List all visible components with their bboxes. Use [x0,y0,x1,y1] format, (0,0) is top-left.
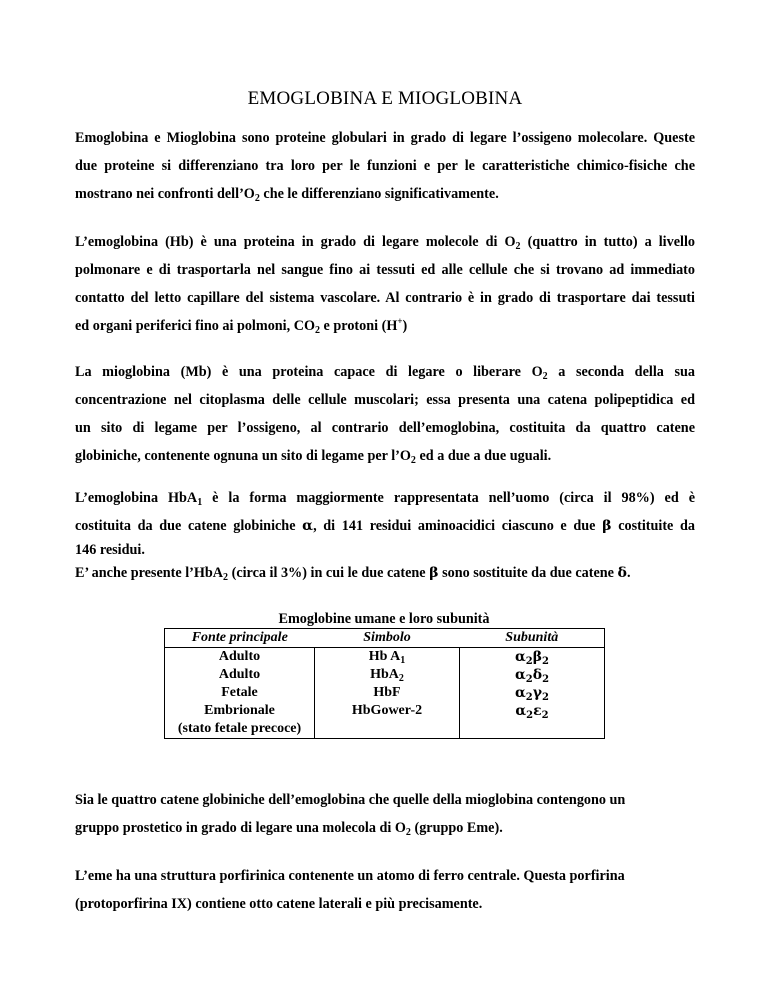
paragraph-intro [75,124,695,208]
table-row [165,702,605,739]
paragraph-hemoglobin [75,228,695,340]
cell-source: Fetale [221,685,258,700]
text-line: globiniche, contenente ognuna un sito di legame per $l’O_2$ ed a due a due uguali. [75,448,552,466]
cell-source: Adulto [218,649,261,664]
text-line: polmonare e di trasportarla nel sangue fino ai tessuti ed alle cellule che si trovano ad immediato [75,262,695,278]
paragraph-myoglobin [75,358,695,470]
table-row [165,684,605,702]
cell-symbol: HbGower-2 [315,702,460,739]
header-symbol: Simbolo [315,629,460,648]
text-line: 146 residui. [75,542,145,558]
text-line: La mioglobina (Mb) è una proteina capace di legare o liberare $O_2$ a seconda della sua [75,364,695,382]
table-row [165,666,605,684]
paragraph-heme-group [75,786,695,842]
text-line: un sito di legame per l’ossigeno, al contrario dell’emoglobina, costituita da quattro catene [75,420,695,436]
paragraph-porphyrin [75,862,695,918]
cell-symbol: HbF [315,684,460,702]
header-source: Fonte principale [165,629,315,648]
text-line: ed organi periferici fino ai polmoni, $CO_2$ e protoni (H+) [75,316,408,336]
table-caption: Emoglobine umane e loro subunità [278,611,490,627]
text-line: gruppo prostetico in grado di legare una molecola di $O_2$ (gruppo Eme). [75,820,503,838]
text-line: Sia le quattro catene globiniche dell’emoglobina che quelle della mioglobina contengono un [75,792,626,808]
text-line: concentrazione nel citoplasma delle cellule muscolari; essa presenta una catena polipeptidica ed [75,392,695,408]
table-row [165,648,605,667]
cell-source: Adulto [218,667,261,682]
text-line: E’ anche presente l’HbA$_2$ (circa il 3%) in cui le due catene β sono sostituite da due catene δ. [75,565,631,583]
cell-subunits: $\alpha_2\beta_2$ [514,649,549,667]
cell-subunits: $\alpha_2\delta_2$ [514,667,550,685]
hemoglobin-table [164,610,604,739]
text-line: L’eme ha una struttura porfirinica contenente un atomo di ferro centrale. Questa porfirina [75,868,625,884]
text-line: mostrano nei confronti $dell’O_2$ che le differenziano significativamente. [75,186,499,204]
cell-symbol: HbA$_2$ [315,666,460,684]
hemoglobin-subunits-table [164,628,605,739]
text-line: Emoglobina e Mioglobina sono proteine globulari in grado di legare l’ossigeno molecolare. Queste [75,130,695,146]
text-line: costituita da due catene globiniche α, di 141 residui aminoacidici ciascuno e due β costituite da [75,518,695,534]
text-line: due proteine si differenziano tra loro per le funzioni e per le caratteristiche chimico-fisiche che [75,158,695,174]
document-title: EMOGLOBINA E MIOGLOBINA [247,88,523,109]
text-line: (protoporfirina IX) contiene otto catene laterali e più precisamente. [75,896,483,912]
paragraph-hba1 [75,484,695,586]
cell-subunits: $\alpha_2\gamma_2$ [515,685,549,703]
table-header-row [165,629,605,648]
cell-subunits: $\alpha_2\varepsilon_2$ [515,703,549,721]
header-subunits: Subunità [460,629,605,648]
text-line: contatto del letto capillare del sistema vascolare. Al contrario è in grado di trasportare dai tessuti [75,290,695,306]
text-line: L’emoglobina HbA$_1$ è la forma maggiormente rappresentata nell’uomo (circa il 98%) ed è [75,490,696,508]
cell-source: Embrionale (stato fetale precoce) [177,703,302,736]
cell-symbol: Hb $A_1$ [315,648,460,667]
text-line: L’emoglobina (Hb) è una proteina in grado di legare molecole di $O_2$ (quattro in tutto) a livello [75,234,695,252]
